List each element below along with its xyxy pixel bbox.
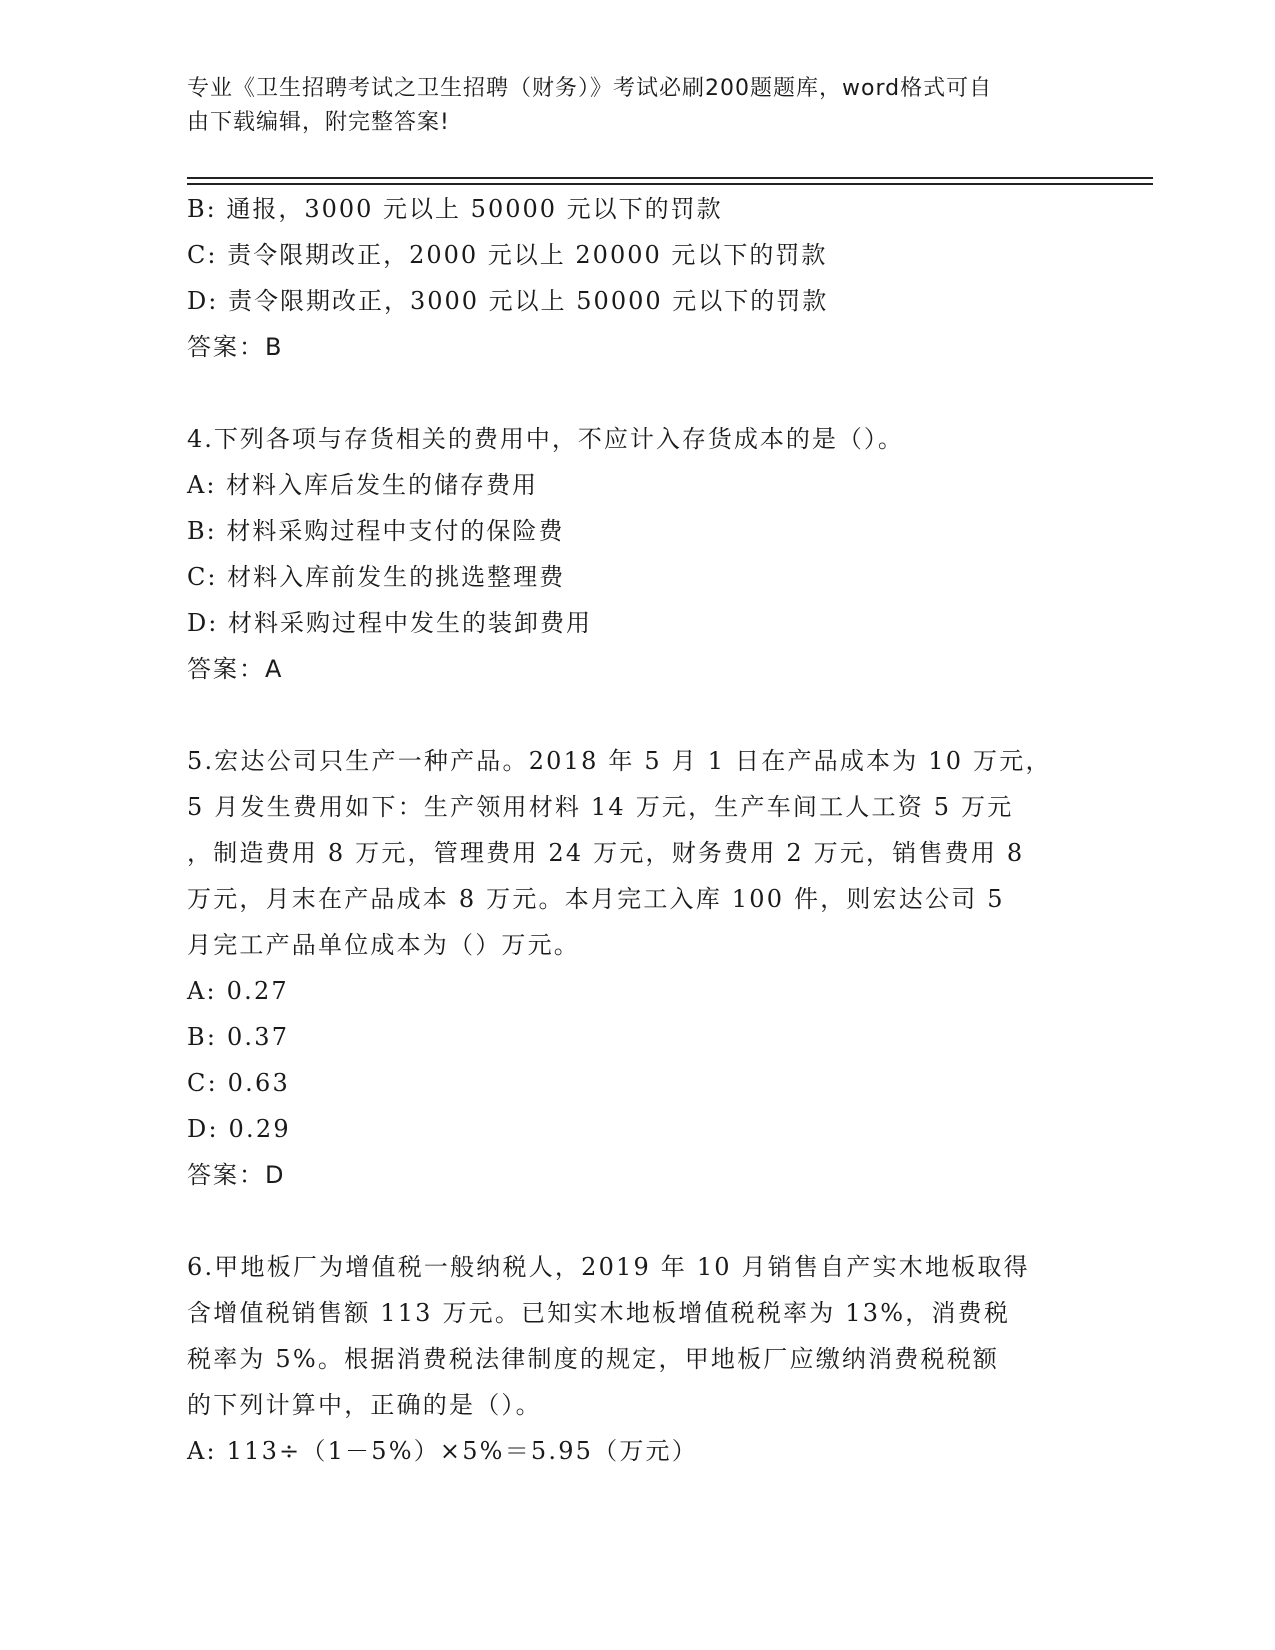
document-header-note	[187, 72, 1087, 140]
q3-option-b: B: 通报，3000 元以上 50000 元以下的罚款	[187, 195, 723, 223]
q4-stem: 4.下列各项与存货相关的费用中，不应计入存货成本的是（）。	[187, 425, 904, 453]
q5-option-b: B: 0.37	[187, 1023, 290, 1051]
question-4	[187, 416, 1087, 692]
q5-answer-label: 答案：	[187, 1161, 265, 1189]
q6-option-a: A: 113÷（1－5%）×5%＝5.95（万元）	[187, 1437, 698, 1465]
q5-stem-line-5: 月完工产品单位成本为（）万元。	[187, 931, 580, 959]
question-5	[187, 738, 1087, 1198]
q3-answer-label: 答案：	[187, 333, 265, 361]
q5-option-c: C: 0.63	[187, 1069, 290, 1097]
q4-option-d: D: 材料采购过程中发生的装卸费用	[187, 609, 592, 637]
q4-option-c: C: 材料入库前发生的挑选整理费	[187, 563, 566, 591]
header-note-line-1: 专业《卫生招聘考试之卫生招聘（财务）》考试必刷200题题库，word格式可自	[187, 76, 993, 101]
q3-option-c: C: 责令限期改正，2000 元以上 20000 元以下的罚款	[187, 241, 828, 269]
q5-answer-value: D	[265, 1161, 285, 1189]
q6-stem-line-2: 含增值税销售额 113 万元。已知实木地板增值税税率为 13%，消费税	[187, 1299, 1011, 1327]
q4-option-b: B: 材料采购过程中支付的保险费	[187, 517, 565, 545]
q5-stem-line-1: 5.宏达公司只生产一种产品。2018 年 5 月 1 日在产品成本为 10 万元，	[187, 747, 1052, 775]
q5-option-d: D: 0.29	[187, 1115, 291, 1143]
q4-answer-value: A	[265, 655, 283, 683]
q6-stem-line-1: 6.甲地板厂为增值税一般纳税人，2019 年 10 月销售自产实木地板取得	[187, 1253, 1030, 1281]
header-note-line-2: 由下载编辑，附完整答案!	[187, 110, 450, 135]
q5-answer	[187, 1152, 1087, 1198]
q4-answer-label: 答案：	[187, 655, 265, 683]
q6-stem-line-3: 税率为 5%。根据消费税法律制度的规定，甲地板厂应缴纳消费税税额	[187, 1345, 1000, 1373]
question-list	[187, 186, 1087, 1474]
spacer	[187, 370, 1087, 416]
question-3-tail	[187, 186, 1087, 370]
spacer	[187, 1198, 1087, 1244]
q5-stem-line-4: 万元，月末在产品成本 8 万元。本月完工入库 100 件，则宏达公司 5	[187, 885, 1005, 913]
q4-option-a: A: 材料入库后发生的储存费用	[187, 471, 539, 499]
header-divider-bottom	[187, 183, 1153, 185]
q3-answer	[187, 324, 1087, 370]
q5-stem-line-2: 5 月发生费用如下：生产领用材料 14 万元，生产车间工人工资 5 万元	[187, 793, 1014, 821]
q5-option-a: A: 0.27	[187, 977, 289, 1005]
spacer	[187, 692, 1087, 738]
q3-answer-value: B	[265, 333, 283, 361]
question-6	[187, 1244, 1087, 1474]
q5-stem-line-3: ，制造费用 8 万元，管理费用 24 万元，财务费用 2 万元，销售费用 8	[187, 839, 1025, 867]
q6-stem-line-4: 的下列计算中，正确的是（）。	[187, 1391, 542, 1419]
header-divider-top	[187, 177, 1153, 179]
q3-option-d: D: 责令限期改正，3000 元以上 50000 元以下的罚款	[187, 287, 829, 315]
q4-answer	[187, 646, 1087, 692]
